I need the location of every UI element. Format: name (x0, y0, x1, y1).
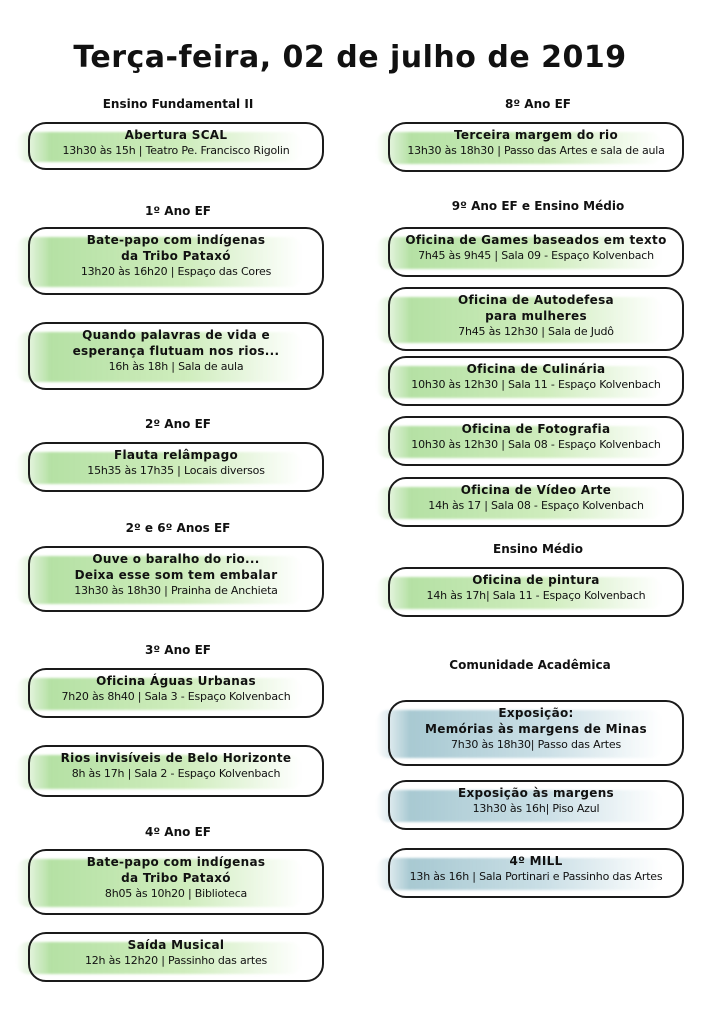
section-heading-2-ano: 2º Ano EF (145, 417, 211, 431)
event-card-exposicao-memorias (388, 700, 684, 766)
event-title: Oficina de Games baseados em texto (405, 233, 667, 247)
event-detail: 15h35 às 17h35 | Locais diversos (87, 464, 265, 477)
section-heading-1-ano: 1º Ano EF (145, 204, 211, 218)
event-card-ouve-baralho (28, 546, 324, 612)
event-title-line-1: Bate-papo com indígenas (86, 233, 266, 247)
event-detail: 7h45 às 9h45 | Sala 09 - Espaço Kolvenbach (418, 249, 654, 262)
event-title-line-2: da Tribo Pataxó (121, 871, 231, 885)
event-card-oficina-pintura (388, 567, 684, 617)
event-card-abertura-scal (28, 122, 324, 170)
section-heading-ensino-fundamental: Ensino Fundamental II (102, 97, 254, 111)
event-card-rios-invisiveis (28, 745, 324, 797)
event-card-oficina-culinaria (388, 356, 684, 406)
event-title-line-2: Deixa esse som tem embalar (74, 568, 278, 582)
event-card-flauta (28, 442, 324, 492)
event-title: Saída Musical (127, 938, 225, 952)
page-title: Terça-feira, 02 de julho de 2019 (73, 40, 627, 75)
event-card-terceira-margem (388, 122, 684, 172)
event-title: Flauta relâmpago (113, 448, 239, 462)
event-card-bate-papo-1 (28, 227, 324, 295)
event-detail: 12h às 12h20 | Passinho das artes (84, 954, 268, 967)
event-card-oficina-autodefesa (388, 287, 684, 351)
event-detail: 14h às 17 | Sala 08 - Espaço Kolvenbach (428, 499, 644, 512)
event-title: Rios invisíveis de Belo Horizonte (60, 751, 292, 765)
event-detail: 13h30 às 16h| Piso Azul (472, 802, 600, 815)
event-card-oficina-fotografia (388, 416, 684, 466)
event-title: Abertura SCAL (124, 128, 228, 142)
event-detail: 13h às 16h | Sala Portinari e Passinho das Artes (409, 870, 663, 883)
event-detail: 13h30 às 18h30 | Prainha de Anchieta (74, 584, 278, 597)
section-heading-8-ano: 8º Ano EF (505, 97, 571, 111)
event-title-line-2: Memórias às margens de Minas (425, 722, 647, 736)
event-card-oficina-games (388, 227, 684, 277)
event-title: Oficina de Fotografia (461, 422, 611, 436)
event-detail: 7h45 às 12h30 | Sala de Judô (458, 325, 614, 338)
event-detail: 13h20 às 16h20 | Espaço das Cores (80, 265, 272, 278)
event-card-saida-musical (28, 932, 324, 982)
event-card-quando-palavras (28, 322, 324, 390)
event-title: 4º MILL (509, 854, 563, 868)
event-title-line-2: da Tribo Pataxó (121, 249, 231, 263)
event-card-4-mill (388, 848, 684, 898)
event-card-oficina-video-arte (388, 477, 684, 527)
event-card-aguas-urbanas (28, 668, 324, 718)
event-detail: 10h30 às 12h30 | Sala 11 - Espaço Kolvenbach (411, 378, 661, 391)
event-detail: 7h30 às 18h30| Passo das Artes (451, 738, 621, 751)
event-title-line-1: Bate-papo com indígenas (86, 855, 266, 869)
event-title: Oficina de pintura (472, 573, 600, 587)
event-detail: 8h às 17h | Sala 2 - Espaço Kolvenbach (71, 767, 281, 780)
event-title: Oficina Águas Urbanas (96, 674, 256, 688)
section-heading-9-ano: 9º Ano EF e Ensino Médio (451, 199, 625, 213)
section-heading-comunidade-academica: Comunidade Acadêmica (449, 658, 611, 672)
event-title-line-2: para mulheres (485, 309, 587, 323)
event-detail: 7h20 às 8h40 | Sala 3 - Espaço Kolvenbach (61, 690, 291, 703)
event-detail: 16h às 18h | Sala de aula (108, 360, 244, 373)
section-heading-4-ano: 4º Ano EF (145, 825, 211, 839)
event-card-exposicao-margens (388, 780, 684, 830)
event-detail: 13h30 às 18h30 | Passo das Artes e sala de aula (407, 144, 665, 157)
event-title: Terceira margem do rio (453, 128, 619, 142)
event-detail: 8h05 às 10h20 | Biblioteca (104, 887, 248, 900)
event-title-line-1: Ouve o baralho do rio... (92, 552, 260, 566)
event-detail: 14h às 17h| Sala 11 - Espaço Kolvenbach (426, 589, 646, 602)
section-heading-3-ano: 3º Ano EF (145, 643, 211, 657)
event-title-line-1: Oficina de Autodefesa (458, 293, 614, 307)
event-title-line-1: Quando palavras de vida e (82, 328, 270, 342)
event-card-bate-papo-2 (28, 849, 324, 915)
event-detail: 10h30 às 12h30 | Sala 08 - Espaço Kolvenbach (411, 438, 661, 451)
event-title: Oficina de Culinária (466, 362, 606, 376)
event-title-line-1: Exposição: (498, 706, 574, 720)
section-heading-ensino-medio: Ensino Médio (493, 542, 583, 556)
event-title: Oficina de Vídeo Arte (460, 483, 612, 497)
event-title: Exposição às margens (457, 786, 614, 800)
event-title-line-2: esperança flutuam nos rios... (72, 344, 280, 358)
section-heading-2-6-anos: 2º e 6º Anos EF (125, 521, 231, 535)
event-detail: 13h30 às 15h | Teatro Pe. Francisco Rigolin (62, 144, 290, 157)
